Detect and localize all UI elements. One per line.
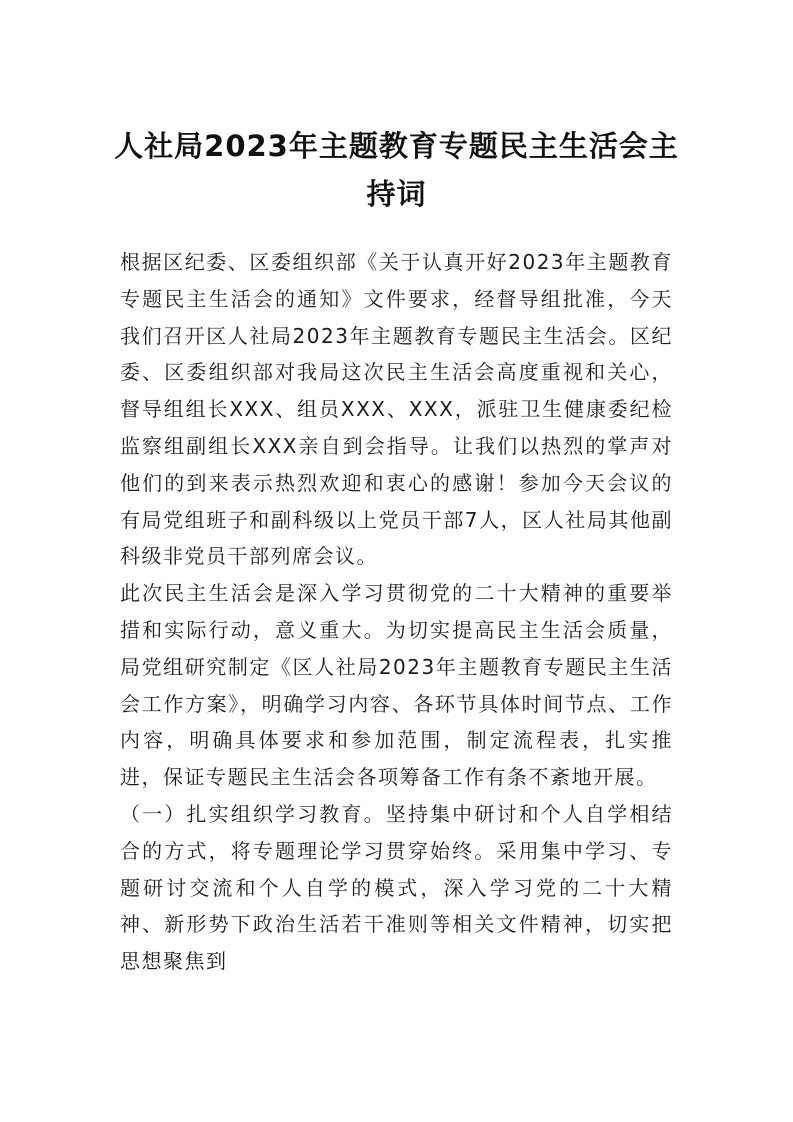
paragraph-opening: 根据区纪委、区委组织部《关于认真开好2023年主题教育专题民主生活会的通知》文件要求，经督导组批准，今天我们召开区人社局2023年主题教育专题民主生活会。区纪委、区委组织部对我局这次民主生活会高度重视和关心，督导组组长XXX、组员XXX、XXX，派驻卫生健康委纪检监察组副组长XXX亲自到会指导。让我们以热烈的掌声对他们的到来表示热烈欢迎和衷心的感谢！参加今天会议的有局党组班子和副科级以上党员干部7人，区人社局其他副科级非党员干部列席会议。 — [120, 250, 673, 569]
paragraph-significance: 此次民主生活会是深入学习贯彻党的二十大精神的重要举措和实际行动，意义重大。为切实提高民主生活会质量，局党组研究制定《区人社局2023年主题教育专题民主生活会工作方案》，明确学习内容、各环节具体时间节点、工作内容，明确具体要求和参加范围，制定流程表，扎实推进，保证专题民主生活会各项筹备工作有条不紊地开展。 — [120, 581, 673, 790]
paragraph-study-education: （一）扎实组织学习教育。坚持集中研讨和个人自学相结合的方式，将专题理论学习贯穿始终。采用集中学习、专题研讨交流和个人自学的模式，深入学习党的二十大精神、新形势下政治生活若干准则等相关文件精神，切实把思想聚焦到 — [120, 801, 673, 974]
document-title: 人社局2023年主题教育专题民主生活会主持词 — [114, 129, 679, 211]
document-body — [120, 244, 673, 980]
